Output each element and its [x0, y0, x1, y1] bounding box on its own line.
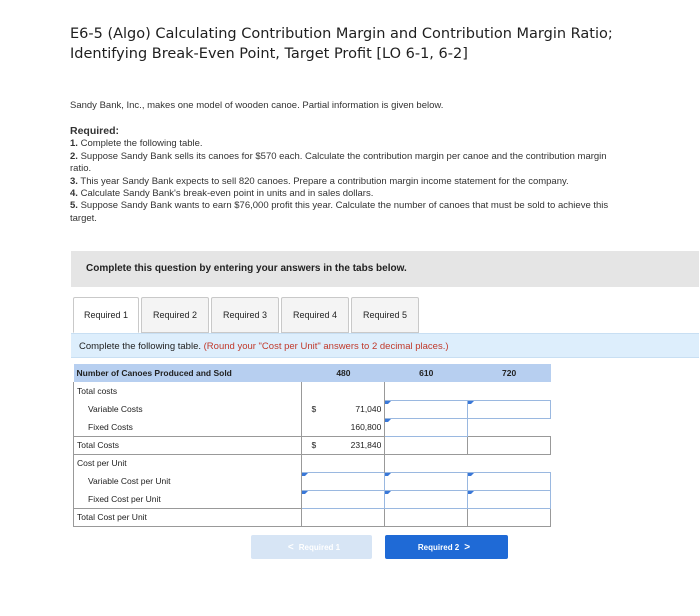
chevron-right-icon: >: [464, 541, 471, 553]
fixed-cpu-480-input[interactable]: [302, 490, 385, 508]
next-required-label: Required 2: [417, 542, 460, 552]
row-label-total: Total Costs: [74, 436, 302, 454]
table-row: [74, 454, 551, 472]
header-720: 720: [468, 364, 551, 382]
prev-required-label: Required 1: [298, 542, 341, 552]
header-label: Number of Canoes Produced and Sold: [74, 364, 302, 382]
prompt-bar: [71, 333, 699, 358]
row-label-total-costs: Total costs: [74, 382, 302, 400]
tab-required-2[interactable]: Required 2: [141, 297, 209, 333]
table-row: [74, 400, 551, 418]
tab-required-3[interactable]: Required 3: [211, 297, 279, 333]
required-item-text: Suppose Sandy Bank sells its canoes for $570 each. Calculate the contribution margin per canoe and the contribution margin ratio.: [70, 150, 607, 175]
required-item-text: Complete the following table.: [77, 138, 203, 150]
table-row: [74, 508, 551, 526]
required-item-3: [70, 176, 610, 188]
question-title: [70, 24, 630, 64]
required-item-number: 2.: [70, 150, 78, 162]
required-list: [70, 125, 610, 225]
row-label-variable-costs: Variable Costs: [74, 400, 302, 418]
fixed-costs-610-input[interactable]: [385, 418, 468, 436]
required-heading: Required:: [70, 125, 120, 137]
instruction-bar: [71, 251, 699, 287]
required-item-2: [70, 151, 610, 176]
required-item-number: 5.: [70, 200, 78, 212]
table-row: [74, 436, 551, 454]
required-item-number: 1.: [70, 138, 78, 150]
variable-cpu-480-input[interactable]: [302, 472, 385, 490]
row-label-total-cpu: Total Cost per Unit: [74, 508, 302, 526]
prev-required-button[interactable]: [251, 535, 372, 559]
required-item-4: [70, 188, 610, 200]
required-item-1: [70, 138, 610, 150]
table-row: [74, 472, 551, 490]
total-costs-480: [302, 436, 385, 454]
table-row: [74, 490, 551, 508]
row-label-fixed-costs: Fixed Costs: [74, 418, 302, 436]
intro-text: Sandy Bank, Inc., makes one model of wooden canoe. Partial information is given below.: [70, 100, 444, 111]
header-610: 610: [385, 364, 468, 382]
row-label-cost-per-unit: Cost per Unit: [74, 454, 302, 472]
dollar-sign: $: [311, 404, 317, 414]
dollar-sign: $: [311, 440, 317, 450]
required-item-text: Calculate Sandy Bank's break-even point in units and in sales dollars.: [77, 188, 374, 200]
tab-required-4[interactable]: Required 4: [281, 297, 349, 333]
title-line-2: Identifying Break-Even Point, Target Profit [LO 6-1, 6-2]: [70, 46, 468, 62]
required-item-number: 4.: [70, 188, 78, 200]
instruction-text: Complete this question by entering your answers in the tabs below.: [86, 263, 407, 274]
chevron-left-icon: <: [287, 541, 294, 553]
tab-bar: [73, 297, 421, 333]
cost-table: [73, 364, 551, 527]
variable-cpu-610-input[interactable]: [385, 472, 468, 490]
table-row: [74, 418, 551, 436]
prompt-text: [79, 341, 449, 352]
total-costs-480-value: 231,840: [350, 440, 382, 450]
table-row: [74, 382, 551, 400]
tab-required-1[interactable]: Required 1: [73, 297, 139, 333]
prompt-note: (Round your "Cost per Unit" answers to 2 decimal places.): [203, 341, 449, 352]
variable-costs-480: [302, 400, 385, 418]
row-label-fixed-cpu: Fixed Cost per Unit: [74, 490, 302, 508]
variable-costs-610-input[interactable]: [385, 400, 468, 418]
row-label-variable-cpu: Variable Cost per Unit: [74, 472, 302, 490]
fixed-cpu-720-input[interactable]: [468, 490, 551, 508]
variable-costs-480-value: 71,040: [355, 404, 382, 414]
required-item-5: [70, 200, 610, 225]
prompt-main: Complete the following table.: [79, 341, 204, 352]
fixed-cpu-610-input[interactable]: [385, 490, 468, 508]
variable-costs-720-input[interactable]: [468, 400, 551, 418]
required-item-number: 3.: [70, 175, 78, 187]
title-line-1: E6-5 (Algo) Calculating Contribution Margin and Contribution Margin Ratio;: [70, 26, 613, 42]
header-480: 480: [302, 364, 385, 382]
tab-required-5[interactable]: Required 5: [351, 297, 419, 333]
required-item-text: This year Sandy Bank expects to sell 820 canoes. Prepare a contribution margin income statement for the company.: [77, 175, 569, 187]
fixed-costs-480-value: 160,800: [302, 418, 385, 436]
required-item-text: Suppose Sandy Bank wants to earn $76,000 profit this year. Calculate the number of canoes that must be sold to achieve this target.: [70, 200, 609, 224]
variable-cpu-720-input[interactable]: [468, 472, 551, 490]
table-header-row: [74, 364, 551, 382]
next-required-button[interactable]: [385, 535, 508, 559]
